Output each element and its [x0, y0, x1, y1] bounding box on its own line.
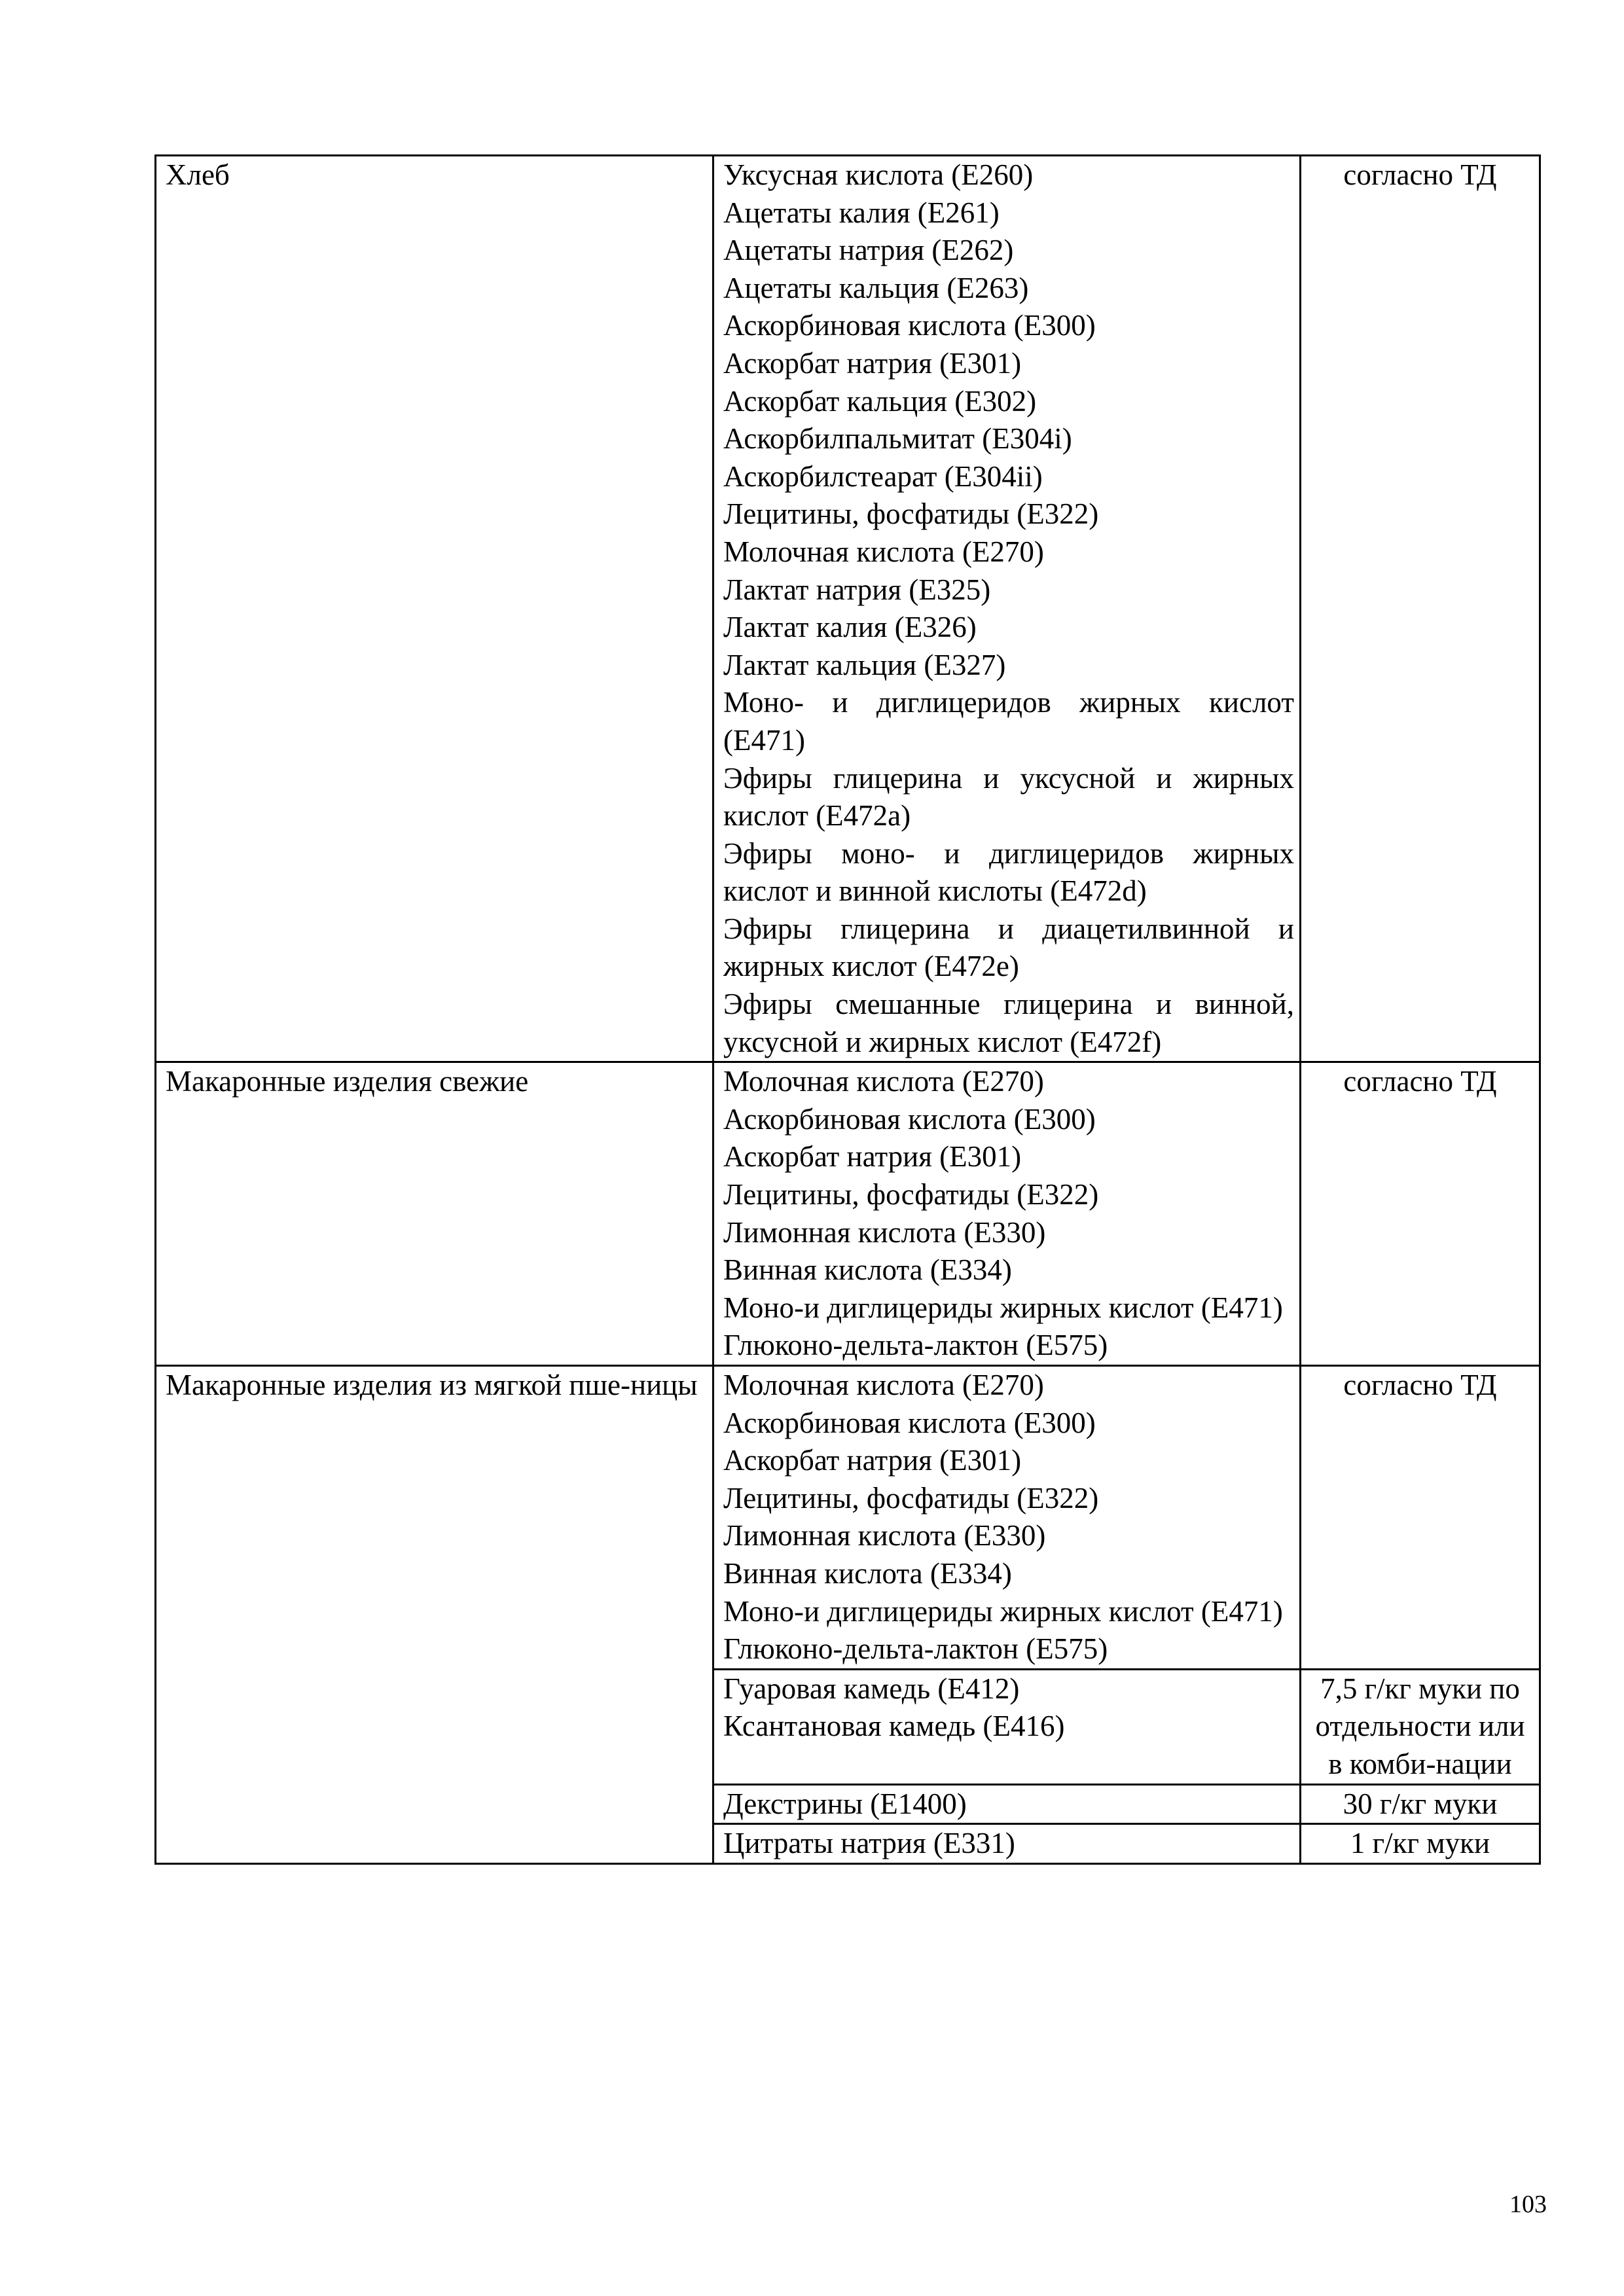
limit-value: 1 г/кг муки	[1350, 1827, 1490, 1860]
additive-item: Аскорбат натрия (Е301)	[723, 1444, 1022, 1477]
limit-cell	[1301, 1062, 1540, 1366]
additive-item: Аскорбилпальмитат (Е304i)	[723, 422, 1072, 456]
limit-value: 30 г/кг муки	[1343, 1787, 1498, 1820]
additive-item: Декстрины (Е1400)	[723, 1787, 967, 1820]
additive-item: Ксантановая камедь (Е416)	[723, 1710, 1065, 1743]
additive-item: Глюконо-дельта-лактон (Е575)	[723, 1329, 1108, 1362]
additives-table	[154, 154, 1541, 1865]
additive-item: Лецитины, фосфатиды (Е322)	[723, 1481, 1099, 1515]
additive-item: Цитраты натрия (Е331)	[723, 1827, 1015, 1860]
additive-item: Уксусная кислота (Е260)	[723, 158, 1034, 191]
additive-item: Моно-и диглицериды жирных кислот (Е471)	[723, 1594, 1283, 1628]
additives-cell	[713, 1784, 1301, 1824]
additive-item: Моно-и диглицериды жирных кислот (Е471)	[723, 1291, 1283, 1324]
product-name: Макаронные изделия свежие	[166, 1065, 529, 1098]
additive-item: Аскорбат натрия (Е301)	[723, 346, 1022, 380]
additive-item: Ацетаты кальция (Е263)	[723, 271, 1029, 304]
additive-item: Винная кислота (Е334)	[723, 1253, 1012, 1287]
product-name: Макаронные изделия из мягкой пше-ницы	[166, 1369, 698, 1401]
additives-cell	[713, 1062, 1301, 1366]
additive-item: Молочная кислота (Е270)	[723, 1369, 1044, 1401]
additive-item: Лецитины, фосфатиды (Е322)	[723, 1178, 1099, 1211]
table-row	[156, 1062, 1540, 1366]
additive-item: Молочная кислота (Е270)	[723, 1065, 1044, 1098]
additive-item: Лактат натрия (Е325)	[723, 573, 991, 606]
additive-item: Моно- и диглицеридов жирных кислот (Е471)	[723, 686, 1294, 757]
page-number: 103	[1509, 2191, 1547, 2218]
additives-cell	[713, 1824, 1301, 1864]
additives-cell	[713, 1366, 1301, 1670]
additive-item: Гуаровая камедь (Е412)	[723, 1672, 1020, 1705]
product-name: Хлеб	[166, 158, 230, 191]
additive-item: Лецитины, фосфатиды (Е322)	[723, 497, 1099, 531]
additive-item: Эфиры глицерина и диацетилвинной и жирных кислот (Е472е)	[723, 912, 1294, 983]
additive-item: Винная кислота (Е334)	[723, 1556, 1012, 1590]
additive-item: Аскорбат натрия (Е301)	[723, 1140, 1022, 1174]
additive-item: Глюконо-дельта-лактон (Е575)	[723, 1632, 1108, 1666]
additive-item: Аскорбиновая кислота (Е300)	[723, 1406, 1096, 1439]
additive-item: Лимонная кислота (Е330)	[723, 1519, 1046, 1552]
additive-item: Ацетаты калия (Е261)	[723, 196, 1000, 229]
product-cell	[156, 156, 713, 1062]
table-row	[156, 156, 1540, 1062]
additives-cell	[713, 156, 1301, 1062]
additive-item: Лактат кальция (Е327)	[723, 648, 1006, 681]
product-cell	[156, 1062, 713, 1366]
additive-item: Аскорбиновая кислота (Е300)	[723, 309, 1096, 342]
limit-cell	[1301, 1669, 1540, 1784]
limit-value: 7,5 г/кг муки по отдельности или в комби-нации	[1315, 1672, 1525, 1780]
additive-item: Молочная кислота (Е270)	[723, 535, 1044, 568]
table-row	[156, 1366, 1540, 1670]
limit-value: согласно ТД	[1343, 1065, 1497, 1098]
additive-item: Аскорбат кальция (Е302)	[723, 384, 1037, 418]
additives-cell	[713, 1669, 1301, 1784]
additive-item: Эфиры моно- и диглицеридов жирных кислот и винной кислоты (Е472d)	[723, 836, 1294, 908]
additive-item: Ацетаты натрия (Е262)	[723, 234, 1014, 267]
limit-cell	[1301, 1366, 1540, 1670]
limit-value: согласно ТД	[1343, 158, 1497, 191]
additive-item: Эфиры глицерина и уксусной и жирных кислот (Е472а)	[723, 761, 1294, 833]
product-cell	[156, 1366, 713, 1864]
additive-item: Лимонная кислота (Е330)	[723, 1215, 1046, 1249]
limit-cell	[1301, 156, 1540, 1062]
limit-cell	[1301, 1784, 1540, 1824]
additive-item: Лактат калия (Е326)	[723, 611, 977, 644]
additive-item: Аскорбилстеарат (Е304ii)	[723, 459, 1043, 493]
additive-item: Аскорбиновая кислота (Е300)	[723, 1102, 1096, 1136]
additive-item: Эфиры смешанные глицерина и винной, уксусной и жирных кислот (Е472f)	[723, 988, 1294, 1058]
limit-value: согласно ТД	[1343, 1369, 1497, 1401]
limit-cell	[1301, 1824, 1540, 1864]
